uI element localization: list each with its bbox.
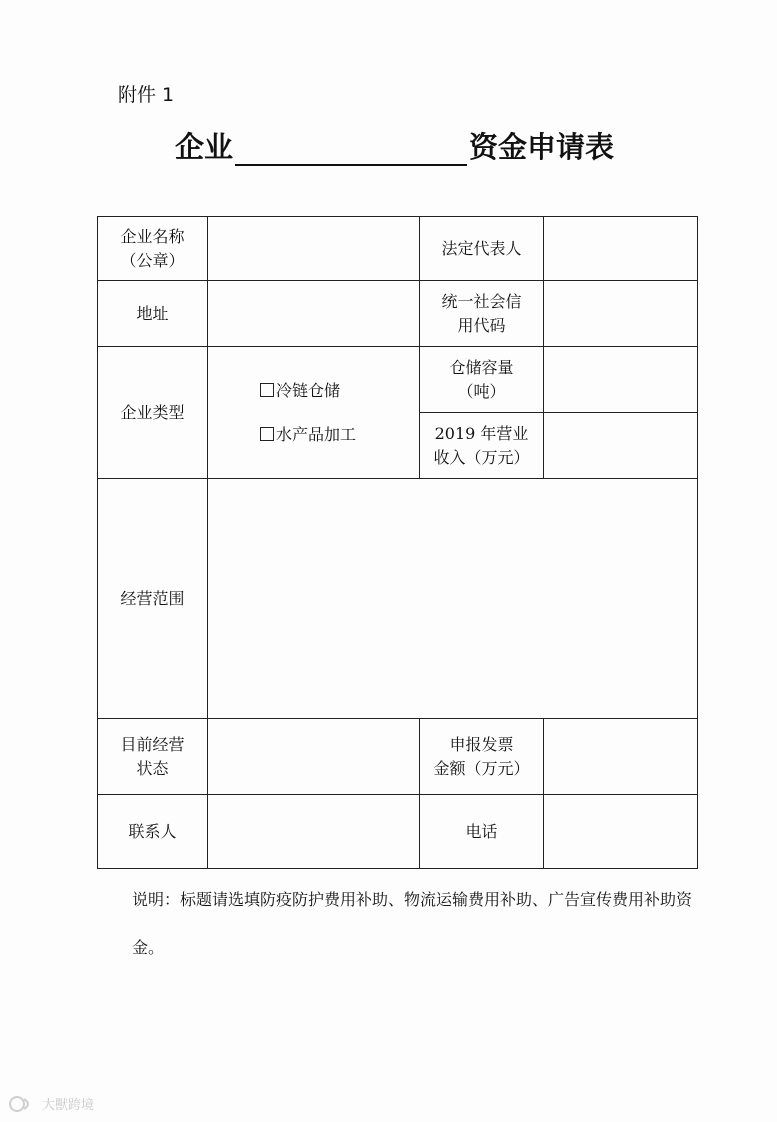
- business-scope-label: 经营范围: [98, 479, 208, 719]
- option-cold-chain[interactable]: 冷链仓储: [210, 369, 417, 413]
- address-field[interactable]: [208, 281, 420, 347]
- legal-rep-label: 法定代表人: [420, 217, 544, 281]
- invoice-amount-field[interactable]: [544, 719, 698, 795]
- company-name-label: 企业名称 （公章）: [98, 217, 208, 281]
- checkbox-icon[interactable]: [260, 427, 274, 441]
- contact-field[interactable]: [208, 795, 420, 869]
- application-form-table: [97, 216, 698, 869]
- revenue-label: 2019 年营业 收入（万元）: [420, 413, 544, 479]
- storage-capacity-label: 仓储容量 （吨）: [420, 347, 544, 413]
- checkbox-icon[interactable]: [260, 383, 274, 397]
- phone-label: 电话: [420, 795, 544, 869]
- page-title: [175, 120, 614, 166]
- company-type-label: 企业类型: [98, 347, 208, 479]
- attachment-label: 附件 1: [118, 84, 175, 106]
- title-blank-field[interactable]: [235, 130, 467, 166]
- watermark: [8, 1094, 94, 1113]
- invoice-amount-label: 申报发票 金额（万元）: [420, 719, 544, 795]
- legal-rep-field[interactable]: [544, 217, 698, 281]
- option-aquatic-processing[interactable]: 水产品加工: [210, 413, 417, 457]
- credit-code-label: 统一社会信 用代码: [420, 281, 544, 347]
- title-suffix: 资金申请表: [469, 130, 615, 164]
- current-status-label: 目前经营 状态: [98, 719, 208, 795]
- business-scope-field[interactable]: [208, 479, 698, 719]
- watermark-logo-icon: [8, 1095, 38, 1113]
- note-text: 说明：标题请选填防疫防护费用补助、物流运输费用补助、广告宣传费用补助资金。: [132, 890, 693, 957]
- revenue-field[interactable]: [544, 413, 698, 479]
- storage-capacity-field[interactable]: [544, 347, 698, 413]
- credit-code-field[interactable]: [544, 281, 698, 347]
- company-name-field[interactable]: [208, 217, 420, 281]
- company-type-options: [208, 347, 420, 479]
- address-label: 地址: [98, 281, 208, 347]
- contact-label: 联系人: [98, 795, 208, 869]
- title-prefix: 企业: [175, 130, 234, 164]
- phone-field[interactable]: [544, 795, 698, 869]
- current-status-field[interactable]: [208, 719, 420, 795]
- watermark-text: 大獸跨境: [42, 1098, 95, 1113]
